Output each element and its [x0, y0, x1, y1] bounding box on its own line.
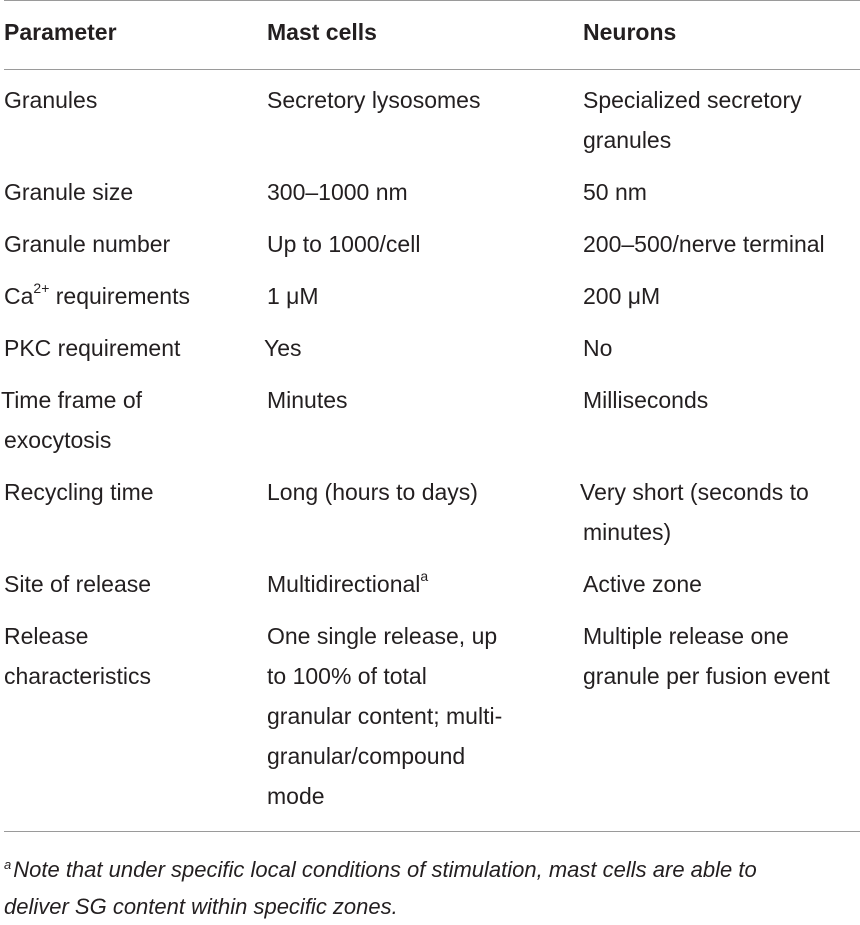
- multidirectional-text: Multidirectional: [267, 571, 421, 597]
- table-footnote: [4, 846, 860, 925]
- table-cell-ca-requirements: [4, 276, 190, 316]
- header-neurons: Neurons: [583, 19, 677, 45]
- table-cell: No: [583, 335, 613, 361]
- table-cell: granule per fusion event: [583, 663, 830, 689]
- table-cell: Yes: [264, 335, 302, 361]
- table-cell: granular content; multi-: [267, 703, 503, 729]
- footnote-reference: a: [420, 568, 429, 585]
- footnote-line-1: [4, 846, 860, 888]
- table-cell-multidirectional: [267, 564, 428, 604]
- footnote-mark: a: [4, 857, 12, 872]
- table-cell: Long (hours to days): [267, 479, 478, 505]
- table-cell: Secretory lysosomes: [267, 87, 481, 113]
- table-cell: characteristics: [4, 663, 151, 689]
- table-cell: 50 nm: [583, 179, 647, 205]
- table-cell: 300–1000 nm: [267, 179, 408, 205]
- table-cell: PKC requirement: [4, 335, 181, 361]
- header-parameter: Parameter: [4, 19, 117, 45]
- ca-suffix: requirements: [49, 283, 190, 309]
- ca-prefix: Ca: [4, 283, 34, 309]
- table-cell: to 100% of total: [267, 663, 427, 689]
- table-cell: granular/compound: [267, 743, 466, 769]
- table-cell: exocytosis: [4, 427, 112, 453]
- table-cell: Release: [4, 623, 89, 649]
- table-cell: Milliseconds: [583, 387, 709, 413]
- header-rule: [4, 69, 860, 70]
- table-cell: 200 μM: [583, 283, 661, 309]
- table-cell: Granule size: [4, 179, 134, 205]
- table-bottom-rule: [4, 831, 860, 832]
- table-cell: mode: [267, 783, 325, 809]
- table-cell: Specialized secretory: [583, 87, 802, 113]
- table-cell: 1 μM: [267, 283, 319, 309]
- table-cell: Up to 1000/cell: [267, 231, 421, 257]
- footnote-line-2: deliver SG content within specific zones.: [4, 894, 398, 919]
- table-cell: Time frame of: [1, 387, 143, 413]
- table-cell: One single release, up: [267, 623, 498, 649]
- table-top-rule: [4, 0, 860, 1]
- table-cell: Multiple release one: [583, 623, 789, 649]
- table-cell: Very short (seconds to: [580, 479, 809, 505]
- table-cell: Granule number: [4, 231, 171, 257]
- footnote-text-1: Note that under specific local conditions of stimulation, mast cells are able to: [13, 857, 757, 882]
- table-cell: minutes): [583, 519, 672, 545]
- table-cell: Recycling time: [4, 479, 154, 505]
- table-cell: 200–500/nerve terminal: [583, 231, 825, 257]
- ca-superscript: 2+: [33, 280, 50, 297]
- header-mast-cells: Mast cells: [267, 19, 377, 45]
- table-cell: granules: [583, 127, 672, 153]
- table-cell: Minutes: [267, 387, 348, 413]
- table-cell: Granules: [4, 87, 98, 113]
- table-cell: Site of release: [4, 571, 152, 597]
- table-cell: Active zone: [583, 571, 702, 597]
